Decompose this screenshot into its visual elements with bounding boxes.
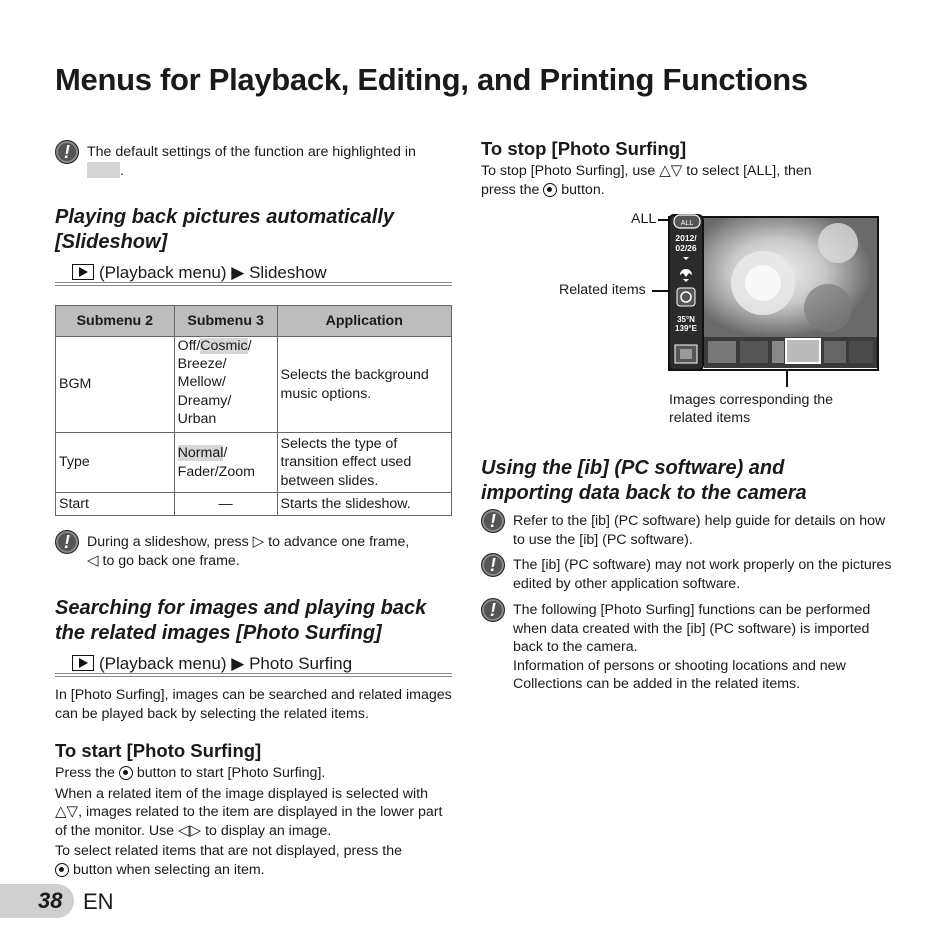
left-arrow-icon: ◁ bbox=[178, 821, 190, 839]
right-arrow-icon: ▷ bbox=[252, 533, 265, 550]
text: To stop [Photo Surfing], use bbox=[481, 163, 656, 179]
ib-note-1: Refer to the [ib] (PC software) help guide for details on how to use the [ib] (PC software). bbox=[513, 513, 886, 548]
page-number: 38 bbox=[38, 888, 63, 913]
surfing-menu-path bbox=[72, 654, 352, 674]
surfing-heading bbox=[55, 596, 426, 646]
playback-icon bbox=[72, 264, 94, 280]
flower-shape bbox=[804, 284, 852, 332]
collection-icon-shape bbox=[680, 349, 692, 359]
surfing-heading-line1: Searching for images and playing back bbox=[55, 597, 427, 619]
date-year: 2012/ bbox=[675, 233, 697, 243]
default-highlight: Normal bbox=[177, 445, 224, 462]
ib-heading bbox=[481, 456, 807, 506]
table-cell bbox=[174, 337, 277, 433]
table-cell bbox=[174, 433, 277, 493]
left-arrow-icon: ◁ bbox=[87, 551, 99, 569]
note-icon bbox=[481, 598, 505, 622]
text: , images related to the item are displayed in the lower part of the monitor. Use bbox=[55, 804, 443, 839]
text: button when selecting an item. bbox=[72, 861, 265, 878]
surfing-menu-path-text: (Playback menu) ▶ Photo Surfing bbox=[99, 654, 353, 673]
text: button. bbox=[561, 181, 605, 198]
start-step-3 bbox=[55, 842, 455, 879]
thumbnail-selected bbox=[786, 339, 820, 363]
text: button to start [Photo Surfing]. bbox=[136, 765, 326, 781]
callout-images-corresponding: Images corresponding the related items bbox=[669, 392, 834, 426]
up-arrow-icon: △ bbox=[659, 162, 671, 179]
table-cell: Starts the slideshow. bbox=[277, 493, 451, 516]
table-row bbox=[56, 337, 452, 433]
cell-text: / Fader/Zoom bbox=[177, 445, 255, 480]
slideshow-note bbox=[87, 533, 457, 570]
thumbnail bbox=[708, 341, 736, 363]
note-text: During a slideshow, press bbox=[87, 534, 249, 550]
start-surfing-heading: To start [Photo Surfing] bbox=[55, 740, 262, 761]
surfing-intro: In [Photo Surfing], images can be searched and related images can be played back by selecting the related items. bbox=[55, 687, 452, 722]
slideshow-heading bbox=[55, 205, 394, 255]
table-cell: Selects the background music options. bbox=[277, 337, 451, 433]
table-cell: Selects the type of transition effect used between slides. bbox=[277, 433, 451, 493]
cell-text: Off/ bbox=[177, 338, 201, 354]
table-cell: — bbox=[174, 493, 277, 516]
page-title: Menus for Playback, Editing, and Printing Functions bbox=[55, 62, 808, 97]
slideshow-settings-table bbox=[55, 305, 452, 516]
gps-lon: 139°E bbox=[675, 324, 697, 333]
slideshow-menu-path bbox=[72, 263, 327, 283]
highlight-swatch bbox=[87, 162, 120, 178]
ok-button-icon bbox=[543, 183, 557, 197]
scene-icon bbox=[677, 288, 695, 306]
text: to display an image. bbox=[205, 822, 332, 839]
note-icon bbox=[55, 140, 79, 164]
table-header: Submenu 3 bbox=[174, 306, 277, 337]
default-highlight: Cosmic bbox=[200, 338, 248, 354]
callout-related-items: Related items bbox=[559, 282, 646, 298]
table-cell: Type bbox=[56, 433, 175, 493]
ib-heading-line2: importing data back to the camera bbox=[481, 482, 807, 504]
flower-shape bbox=[745, 265, 781, 301]
default-note bbox=[87, 143, 457, 180]
divider bbox=[55, 282, 452, 286]
right-arrow-icon: ▷ bbox=[189, 821, 202, 839]
ib-heading-line1: Using the [ib] (PC software) and bbox=[481, 457, 785, 479]
default-note-end: . bbox=[120, 162, 124, 179]
start-surfing-text bbox=[55, 764, 455, 879]
table-row bbox=[56, 493, 452, 516]
start-step-2 bbox=[55, 785, 455, 841]
all-tab-label: ALL bbox=[680, 220, 694, 227]
table-cell: Start bbox=[56, 493, 175, 516]
table-cell: BGM bbox=[56, 337, 175, 433]
up-arrow-icon: △ bbox=[55, 803, 67, 820]
text: Press the bbox=[55, 765, 115, 781]
page-number-tab bbox=[0, 884, 74, 918]
table-header: Application bbox=[277, 306, 451, 337]
table-header-row bbox=[56, 306, 452, 337]
camera-screen-illustration bbox=[668, 213, 880, 373]
note-icon bbox=[481, 509, 505, 533]
ok-button-icon bbox=[119, 766, 133, 780]
cell-text: / Breeze/ Mellow/ Dreamy/ Urban bbox=[177, 338, 252, 427]
stop-surfing-text bbox=[481, 162, 881, 199]
slideshow-heading-line2: [Slideshow] bbox=[55, 231, 168, 253]
ok-button-icon bbox=[55, 863, 69, 877]
note-icon bbox=[481, 553, 505, 577]
thumbnail bbox=[740, 341, 768, 363]
ib-note-3: The following [Photo Surfing] functions can be performed when data created with the [ib] (PC software) is imported back to the camera. Information of persons or shooting locations and new Collections can be added in the related items. bbox=[513, 602, 871, 692]
playback-icon bbox=[72, 655, 94, 671]
callout-line bbox=[786, 371, 788, 387]
down-arrow-icon: ▽ bbox=[66, 803, 79, 820]
text: press the bbox=[481, 181, 540, 198]
callout-all: ALL bbox=[631, 211, 657, 227]
thumbnail bbox=[772, 341, 784, 363]
thumbnail bbox=[824, 341, 846, 363]
slideshow-menu-path-text: (Playback menu) ▶ Slideshow bbox=[99, 263, 327, 282]
table-row bbox=[56, 433, 452, 493]
down-arrow-icon: ▽ bbox=[670, 162, 683, 179]
flower-shape bbox=[818, 223, 858, 263]
text: to select [ALL], then bbox=[686, 163, 812, 179]
note-text: to go back one frame. bbox=[102, 552, 240, 569]
table-header: Submenu 2 bbox=[56, 306, 175, 337]
slideshow-heading-line1: Playing back pictures automatically bbox=[55, 206, 395, 228]
ib-note-2: The [ib] (PC software) may not work properly on the pictures edited by other application software. bbox=[513, 557, 892, 592]
note-text: to advance one frame, bbox=[268, 534, 410, 550]
text: When a related item of the image displayed is selected with bbox=[55, 785, 429, 802]
gps-lat: 35°N bbox=[677, 315, 695, 324]
stop-surfing-heading: To stop [Photo Surfing] bbox=[481, 138, 687, 159]
start-step-1 bbox=[55, 764, 455, 783]
surfing-heading-line2: the related images [Photo Surfing] bbox=[55, 622, 382, 644]
thumbnail bbox=[849, 341, 873, 363]
divider bbox=[55, 673, 452, 677]
note-icon bbox=[55, 530, 79, 554]
default-note-text: The default settings of the function are highlighted in bbox=[87, 144, 416, 160]
language-code: EN bbox=[83, 889, 114, 914]
text: To select related items that are not displayed, press the bbox=[55, 843, 402, 859]
date-day: 02/26 bbox=[675, 243, 697, 253]
